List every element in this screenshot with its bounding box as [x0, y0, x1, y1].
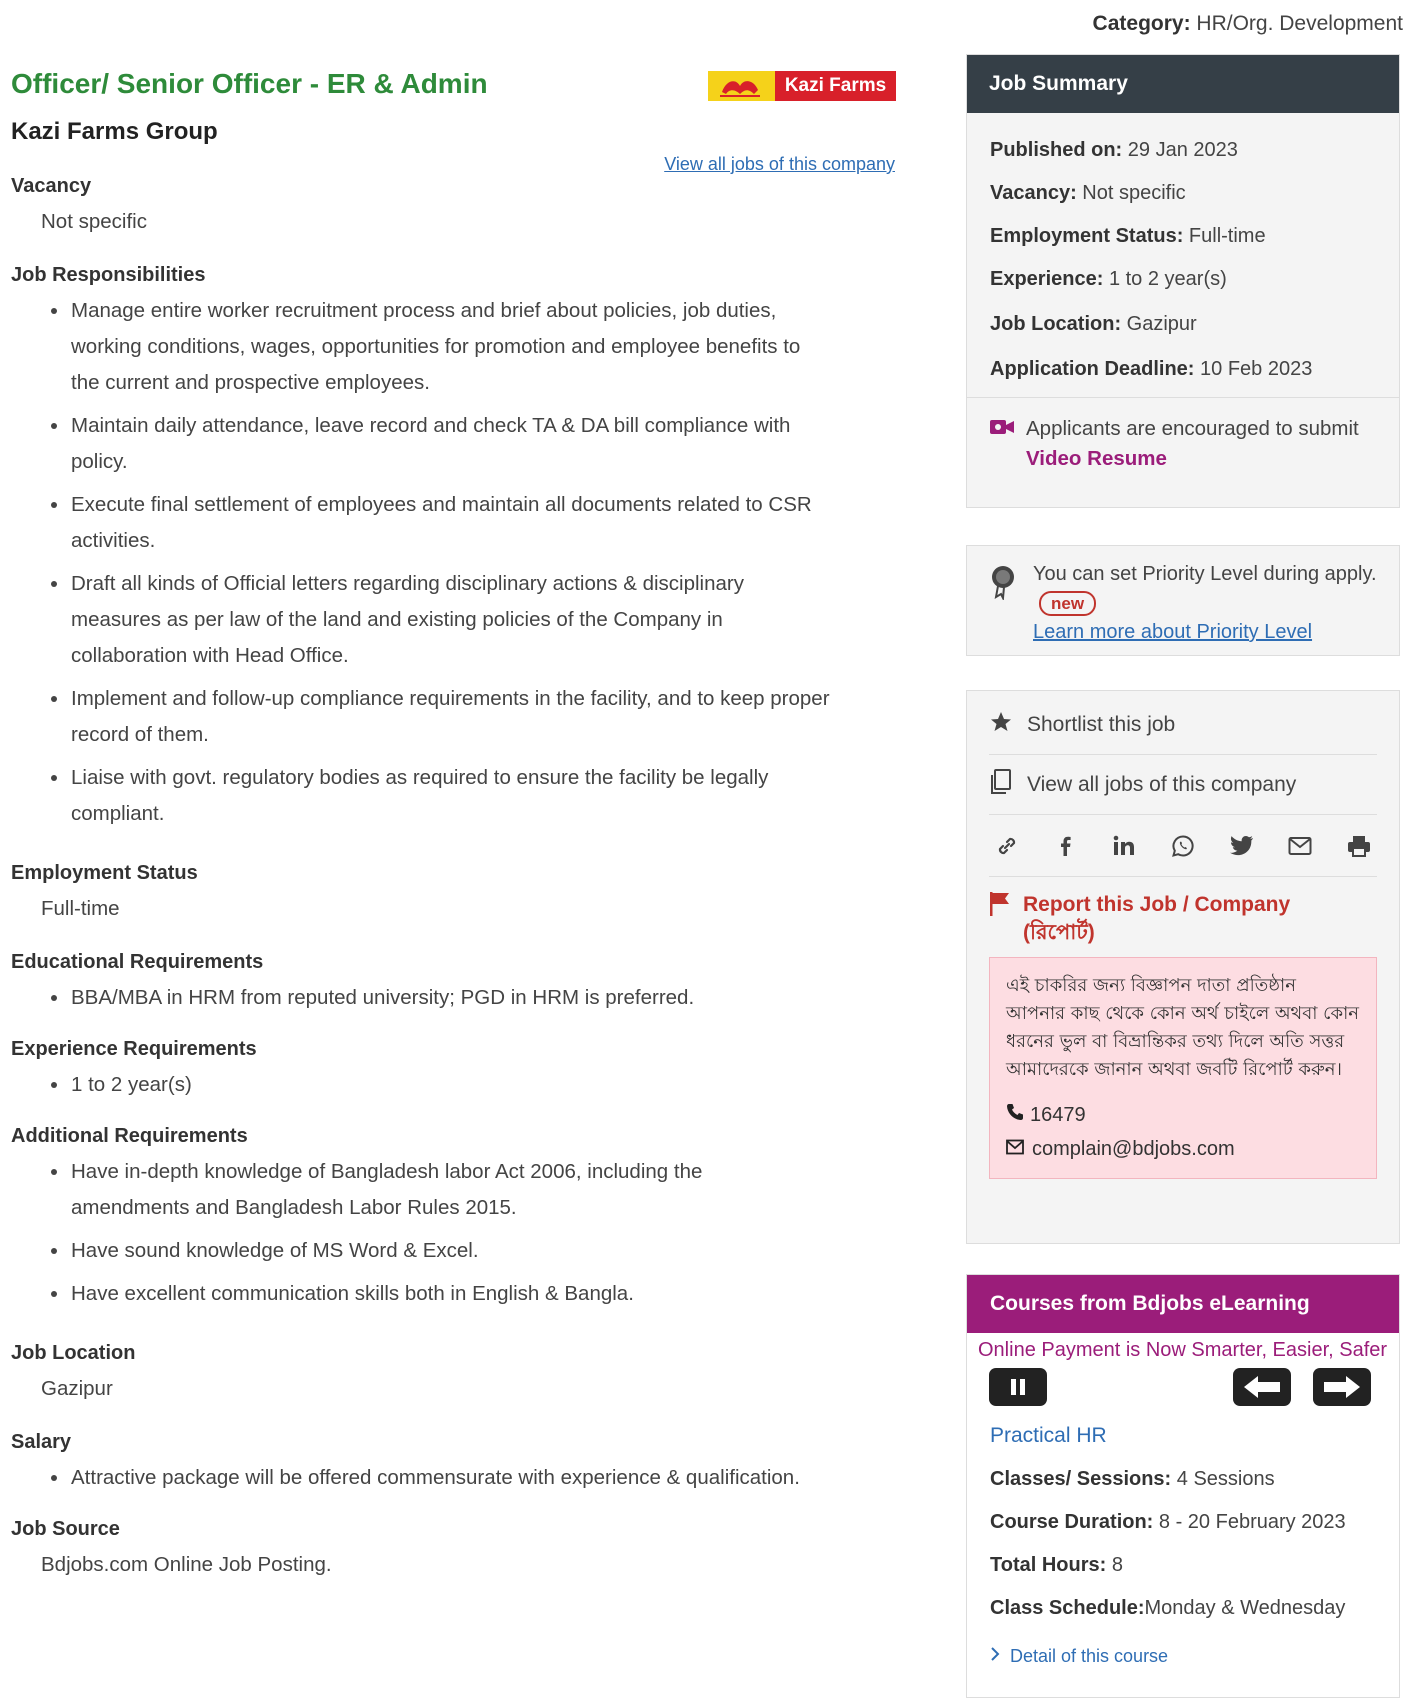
course-value: 4 Sessions — [1171, 1468, 1275, 1490]
complaint-email[interactable]: complain@bdjobs.com — [1032, 1138, 1235, 1160]
course-value: Monday & Wednesday — [1144, 1597, 1346, 1619]
chevron-right-icon — [990, 1647, 1000, 1666]
summary-label: Application Deadline: — [990, 358, 1195, 380]
list-item: Have sound knowledge of MS Word & Excel. — [11, 1233, 791, 1269]
course-value: 8 - 20 February 2023 — [1153, 1511, 1346, 1533]
prev-arrow-button[interactable] — [1233, 1368, 1291, 1406]
view-all-jobs-button[interactable] — [989, 755, 1377, 815]
email-line — [1006, 1134, 1360, 1164]
section-salary — [11, 1431, 895, 1496]
warning-text: এই চাকরির জন্য বিজ্ঞাপন দাতা প্রতিষ্ঠান আপনার কাছ থেকে কোন অর্থ চাইলে অথবা কোন ধরনের ভুল বা বিভ্রান্তিকর তথ্য দিলে অতি সত্তর আমাদেরকে জানান অথবা জবটি রিপোর্ট করুন। — [1006, 975, 1360, 1080]
summary-value: 29 Jan 2023 — [1122, 139, 1238, 161]
summary-value: 10 Feb 2023 — [1194, 358, 1313, 380]
report-label: Report this Job / Company (রিপোর্ট) — [1023, 893, 1291, 944]
section-heading: Experience Requirements — [11, 1038, 257, 1060]
phone-icon — [1006, 1100, 1024, 1130]
summary-location — [967, 313, 1399, 336]
report-job-link[interactable] — [989, 891, 1377, 947]
section-responsibilities — [11, 264, 895, 832]
carousel-nav — [1233, 1368, 1371, 1406]
section-source — [11, 1518, 895, 1577]
video-camera-icon — [990, 418, 1014, 474]
company-name: Kazi Farms Group — [11, 118, 218, 145]
priority-learn-more-link[interactable]: Learn more about Priority Level — [1033, 621, 1313, 643]
course-label: Course Duration: — [990, 1511, 1154, 1533]
list-item: BBA/MBA in HRM from reputed university; PGD in HRM is preferred. — [11, 980, 895, 1016]
video-text — [1026, 414, 1376, 474]
course-label: Total Hours: — [990, 1554, 1107, 1576]
section-heading: Salary — [11, 1431, 72, 1453]
section-vacancy — [11, 175, 895, 234]
course-name-link[interactable]: Practical HR — [990, 1424, 1107, 1447]
section-experience — [11, 1038, 895, 1103]
list-item: 1 to 2 year(s) — [11, 1067, 895, 1103]
section-heading: Employment Status — [11, 862, 198, 884]
carousel-controls — [967, 1362, 1399, 1406]
section-heading: Job Source — [11, 1518, 120, 1540]
courses-title: Courses from Bdjobs eLearning — [967, 1275, 1399, 1333]
summary-status — [967, 225, 1399, 248]
summary-deadline — [967, 358, 1399, 381]
priority-text: You can set Priority Level during apply. — [1033, 563, 1377, 585]
list-item: Have in-depth knowledge of Bangladesh labor Act 2006, including the amendments and Bangladesh Labor Rules 2015. — [11, 1154, 791, 1226]
star-icon — [989, 710, 1013, 740]
summary-label: Job Location: — [990, 313, 1122, 335]
course-hours — [967, 1554, 1399, 1577]
job-actions-box — [966, 690, 1400, 1244]
list-item: Manage entire worker recruitment process and brief about policies, job duties, working conditions, wages, opportunities for promotion and employee benefits to the current and prospective employees. — [11, 293, 831, 401]
video-resume-link[interactable]: Video Resume — [1026, 447, 1167, 470]
summary-value: 1 to 2 year(s) — [1103, 268, 1227, 290]
category-label: Category: — [1092, 12, 1191, 35]
job-summary-box — [966, 54, 1400, 508]
priority-box — [966, 545, 1400, 656]
section-heading: Job Responsibilities — [11, 264, 206, 286]
flag-icon — [989, 891, 1011, 947]
section-heading: Job Location — [11, 1342, 136, 1364]
category-value: HR/Org. Development — [1190, 12, 1403, 35]
video-resume-note — [967, 397, 1399, 474]
next-arrow-button[interactable] — [1313, 1368, 1371, 1406]
view-all-label: View all jobs of this company — [1027, 772, 1297, 796]
medal-icon — [989, 564, 1017, 655]
hen-logo-icon — [708, 71, 772, 101]
summary-value: Not specific — [1076, 182, 1186, 204]
course-duration — [967, 1511, 1399, 1534]
courses-box — [966, 1274, 1400, 1698]
summary-value: Gazipur — [1121, 313, 1197, 335]
section-text: Gazipur — [41, 1377, 113, 1400]
job-title: Officer/ Senior Officer - ER & Admin — [11, 68, 488, 99]
section-text: Bdjobs.com Online Job Posting. — [41, 1553, 332, 1576]
phone-line — [1006, 1100, 1360, 1130]
section-heading: Additional Requirements — [11, 1125, 248, 1147]
list-item: Maintain daily attendance, leave record and check TA & DA bill compliance with policy. — [11, 408, 831, 480]
summary-value: Full-time — [1183, 225, 1266, 247]
share-bar — [989, 815, 1377, 877]
linkedin-icon[interactable] — [1108, 830, 1140, 862]
summary-label: Experience: — [990, 268, 1104, 290]
priority-content — [1033, 560, 1381, 655]
new-badge: new — [1039, 591, 1096, 616]
envelope-icon — [1006, 1134, 1024, 1164]
video-text-label: Applicants are encouraged to submit — [1026, 417, 1359, 440]
whatsapp-icon[interactable] — [1167, 830, 1199, 862]
list-item: Attractive package will be offered commensurate with experience & qualification. — [11, 1460, 895, 1496]
category-line — [1093, 12, 1403, 36]
list-item: Draft all kinds of Official letters regarding disciplinary actions & disciplinary measures as per law of the land and existing policies of the Company in collaboration with Head Office. — [11, 566, 831, 674]
summary-published — [967, 139, 1399, 162]
list-item: Implement and follow-up compliance requirements in the facility, and to keep proper record of them. — [11, 681, 831, 753]
courses-marquee: Online Payment is Now Smarter, Easier, Safer — [978, 1339, 1388, 1361]
link-icon[interactable] — [991, 830, 1023, 862]
summary-label: Employment Status: — [990, 225, 1184, 247]
copy-icon — [989, 769, 1013, 801]
course-classes — [967, 1468, 1399, 1491]
job-summary-title: Job Summary — [967, 55, 1399, 113]
summary-label: Published on: — [990, 139, 1123, 161]
print-icon[interactable] — [1343, 830, 1375, 862]
course-value: 8 — [1106, 1554, 1123, 1576]
job-details — [11, 68, 895, 1577]
twitter-icon[interactable] — [1226, 830, 1258, 862]
summary-experience — [967, 268, 1399, 291]
section-location — [11, 1342, 895, 1401]
summary-vacancy — [967, 182, 1399, 205]
pause-button[interactable] — [989, 1368, 1047, 1406]
shortlist-button[interactable] — [989, 695, 1377, 755]
list-item: Execute final settlement of employees and maintain all documents related to CSR activities. — [11, 487, 831, 559]
mail-icon[interactable] — [1284, 830, 1316, 862]
section-text: Not specific — [41, 210, 147, 233]
course-detail-link[interactable] — [967, 1646, 1399, 1667]
course-label: Classes/ Sessions: — [990, 1468, 1172, 1490]
facebook-icon[interactable] — [1050, 830, 1082, 862]
section-employment-status — [11, 862, 895, 921]
section-heading: Educational Requirements — [11, 951, 264, 973]
course-label: Class Schedule: — [990, 1597, 1145, 1619]
section-text: Full-time — [41, 897, 120, 920]
course-schedule — [967, 1597, 1399, 1620]
course-detail-label: Detail of this course — [1010, 1646, 1169, 1666]
phone-number[interactable]: 16479 — [1030, 1104, 1086, 1126]
shortlist-label: Shortlist this job — [1027, 712, 1176, 736]
view-all-jobs-link[interactable]: View all jobs of this company — [664, 154, 895, 174]
list-item: Liaise with govt. regulatory bodies as required to ensure the facility be legally compliant. — [11, 760, 831, 832]
section-education — [11, 951, 895, 1016]
fraud-warning-box — [989, 957, 1377, 1179]
summary-label: Vacancy: — [990, 182, 1077, 204]
list-item: Have excellent communication skills both in English & Bangla. — [11, 1276, 791, 1312]
section-additional — [11, 1125, 895, 1312]
section-heading: Vacancy — [11, 175, 92, 197]
company-logo — [708, 71, 896, 101]
logo-name: Kazi Farms — [772, 71, 896, 101]
